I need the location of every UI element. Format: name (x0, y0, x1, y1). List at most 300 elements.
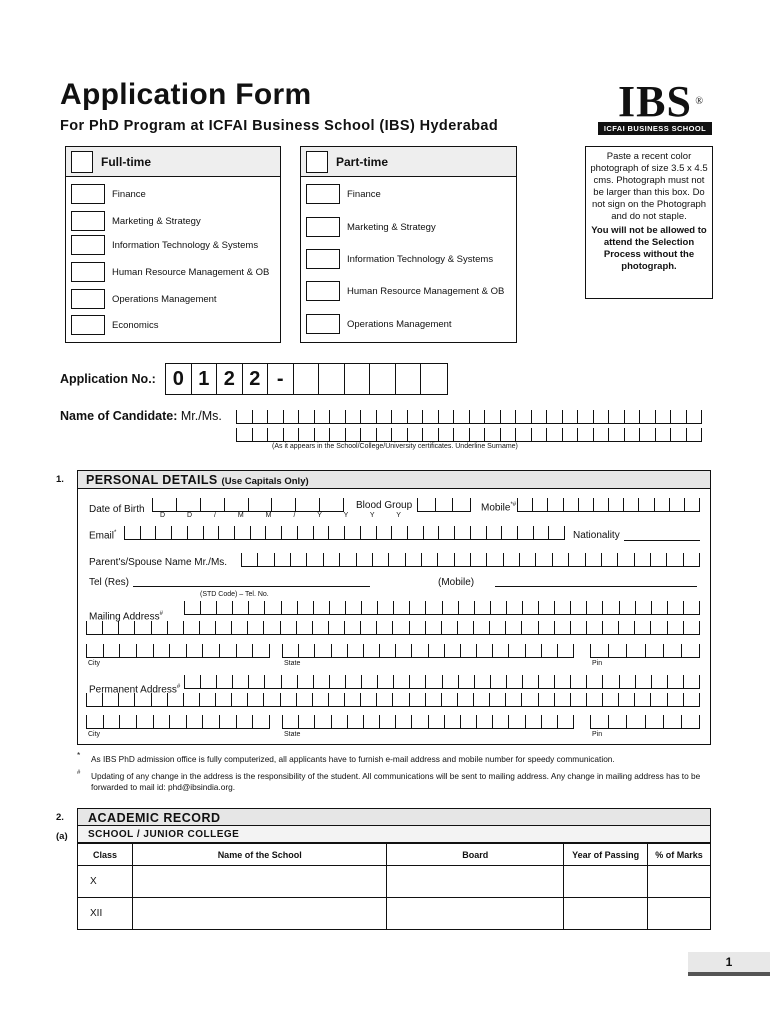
comb-cell[interactable] (265, 526, 281, 539)
comb-cell[interactable] (377, 675, 393, 688)
comb-cell[interactable] (619, 601, 635, 614)
comb-cell[interactable] (619, 675, 635, 688)
comb-cell[interactable] (663, 715, 681, 728)
comb-cell[interactable] (247, 693, 263, 706)
comb-cell[interactable] (314, 428, 330, 441)
comb-cell[interactable] (151, 621, 167, 634)
comb-cell[interactable] (460, 644, 476, 657)
comb-cell[interactable] (425, 693, 441, 706)
comb-cell[interactable] (103, 644, 120, 657)
comb-cell[interactable] (388, 553, 404, 566)
comb-cell[interactable] (683, 675, 700, 688)
comb-cell[interactable] (617, 553, 633, 566)
appno-cell[interactable]: 0 (166, 364, 192, 394)
comb-cell[interactable] (306, 553, 322, 566)
comb-cell[interactable] (453, 428, 469, 441)
comb-cell[interactable] (425, 675, 441, 688)
comb-cell[interactable] (570, 601, 586, 614)
appno-cell[interactable] (396, 364, 422, 394)
comb-cell[interactable] (86, 715, 103, 728)
comb-cell[interactable] (533, 526, 549, 539)
comb-cell[interactable] (635, 675, 651, 688)
comb-cell[interactable] (297, 526, 313, 539)
comb-cell[interactable] (344, 621, 360, 634)
comb-cell[interactable] (295, 498, 319, 511)
comb-cell[interactable] (442, 601, 458, 614)
option-checkbox[interactable] (71, 235, 105, 255)
comb-cell[interactable] (296, 693, 312, 706)
comb-cell[interactable] (224, 498, 248, 511)
comb-cell[interactable] (505, 621, 521, 634)
comb-cell[interactable] (484, 428, 500, 441)
comb-cell[interactable] (634, 621, 650, 634)
comb-cell[interactable] (453, 410, 469, 423)
comb-cell[interactable] (438, 428, 454, 441)
comb-cell[interactable] (484, 410, 500, 423)
comb-cell[interactable] (683, 553, 700, 566)
blood-group-input[interactable] (417, 498, 471, 512)
comb-cell[interactable] (578, 498, 593, 511)
comb-cell[interactable] (313, 601, 329, 614)
comb-cell[interactable] (684, 498, 700, 511)
comb-cell[interactable] (151, 693, 167, 706)
comb-cell[interactable] (546, 410, 562, 423)
comb-cell[interactable] (136, 715, 153, 728)
comb-cell[interactable] (361, 601, 377, 614)
comb-cell[interactable] (639, 410, 655, 423)
comb-cell[interactable] (441, 621, 457, 634)
comb-cell[interactable] (202, 644, 219, 657)
comb-cell[interactable] (263, 621, 279, 634)
option-checkbox[interactable] (71, 184, 105, 204)
comb-cell[interactable] (215, 621, 231, 634)
comb-cell[interactable] (134, 621, 150, 634)
comb-cell[interactable] (360, 621, 376, 634)
option-checkbox[interactable] (71, 262, 105, 282)
comb-cell[interactable] (590, 644, 608, 657)
comb-cell[interactable] (593, 410, 609, 423)
comb-cell[interactable] (554, 601, 570, 614)
comb-cell[interactable] (490, 675, 506, 688)
comb-cell[interactable] (428, 715, 444, 728)
comb-cell[interactable] (538, 675, 554, 688)
comb-cell[interactable] (280, 693, 296, 706)
comb-cell[interactable] (586, 675, 602, 688)
comb-cell[interactable] (329, 410, 345, 423)
comb-cell[interactable] (634, 693, 650, 706)
photo-box[interactable] (585, 146, 713, 299)
option-checkbox[interactable] (306, 314, 340, 334)
permanent-address-input-1[interactable] (184, 675, 700, 689)
comb-cell[interactable] (312, 693, 328, 706)
comb-cell[interactable] (422, 410, 438, 423)
comb-cell[interactable] (557, 644, 574, 657)
comb-cell[interactable] (538, 601, 554, 614)
comb-cell[interactable] (435, 498, 453, 511)
comb-cell[interactable] (438, 410, 454, 423)
mailing-address-input-2[interactable] (86, 621, 700, 635)
comb-cell[interactable] (489, 693, 505, 706)
comb-cell[interactable] (563, 498, 578, 511)
comb-cell[interactable] (568, 553, 584, 566)
comb-cell[interactable] (593, 428, 609, 441)
comb-cell[interactable] (169, 644, 186, 657)
comb-cell[interactable] (525, 715, 541, 728)
comb-cell[interactable] (645, 715, 663, 728)
comb-cell[interactable] (423, 526, 439, 539)
comb-cell[interactable] (363, 644, 379, 657)
comb-cell[interactable] (474, 601, 490, 614)
comb-cell[interactable] (267, 428, 283, 441)
comb-cell[interactable] (505, 693, 521, 706)
comb-cell[interactable] (522, 675, 538, 688)
comb-cell[interactable] (236, 644, 253, 657)
appno-cell[interactable] (370, 364, 396, 394)
comb-cell[interactable] (184, 675, 200, 688)
comb-cell[interactable] (329, 601, 345, 614)
comb-cell[interactable] (393, 601, 409, 614)
comb-cell[interactable] (409, 693, 425, 706)
comb-cell[interactable] (411, 715, 427, 728)
comb-cell[interactable] (548, 526, 565, 539)
comb-cell[interactable] (442, 675, 458, 688)
comb-cell[interactable] (297, 675, 313, 688)
parttime-option[interactable] (306, 281, 504, 301)
comb-cell[interactable] (360, 428, 376, 441)
comb-cell[interactable] (506, 675, 522, 688)
candidate-name-input-1[interactable] (236, 410, 702, 424)
comb-cell[interactable] (508, 715, 524, 728)
comb-cell[interactable] (552, 553, 568, 566)
comb-cell[interactable] (521, 621, 537, 634)
comb-cell[interactable] (134, 693, 150, 706)
comb-cell[interactable] (624, 410, 640, 423)
comb-cell[interactable] (608, 498, 623, 511)
fulltime-option[interactable] (71, 289, 217, 309)
comb-cell[interactable] (347, 715, 363, 728)
comb-cell[interactable] (281, 601, 297, 614)
option-checkbox[interactable] (71, 289, 105, 309)
comb-cell[interactable] (184, 601, 200, 614)
appno-cell[interactable]: - (268, 364, 294, 394)
comb-cell[interactable] (525, 644, 541, 657)
comb-cell[interactable] (585, 553, 601, 566)
comb-cell[interactable] (645, 644, 663, 657)
comb-cell[interactable] (651, 601, 667, 614)
comb-cell[interactable] (570, 675, 586, 688)
comb-cell[interactable] (329, 675, 345, 688)
comb-cell[interactable] (683, 693, 700, 706)
candidate-name-input-2[interactable] (236, 428, 702, 442)
comb-cell[interactable] (124, 526, 140, 539)
comb-cell[interactable] (538, 693, 554, 706)
comb-cell[interactable] (360, 410, 376, 423)
permanent-state-input[interactable] (282, 715, 574, 729)
comb-cell[interactable] (267, 410, 283, 423)
comb-cell[interactable] (686, 428, 703, 441)
comb-cell[interactable] (602, 601, 618, 614)
comb-cell[interactable] (103, 715, 120, 728)
comb-cell[interactable] (469, 410, 485, 423)
mailing-pin-input[interactable] (590, 644, 700, 658)
comb-cell[interactable] (405, 553, 421, 566)
comb-cell[interactable] (562, 428, 578, 441)
comb-cell[interactable] (200, 601, 216, 614)
comb-cell[interactable] (489, 621, 505, 634)
mobile-input[interactable] (517, 498, 700, 512)
comb-cell[interactable] (508, 644, 524, 657)
comb-cell[interactable] (654, 498, 669, 511)
comb-cell[interactable] (86, 621, 102, 634)
comb-cell[interactable] (650, 621, 666, 634)
tel-mobile-input[interactable] (495, 586, 697, 587)
comb-cell[interactable] (361, 675, 377, 688)
comb-cell[interactable] (298, 428, 314, 441)
appno-cell[interactable] (421, 364, 447, 394)
parttime-option[interactable] (306, 314, 452, 334)
school-name-cell[interactable] (132, 898, 387, 930)
comb-cell[interactable] (541, 715, 557, 728)
comb-cell[interactable] (554, 693, 570, 706)
comb-cell[interactable] (663, 644, 681, 657)
comb-cell[interactable] (515, 410, 531, 423)
comb-cell[interactable] (298, 715, 314, 728)
comb-cell[interactable] (411, 644, 427, 657)
comb-cell[interactable] (554, 621, 570, 634)
comb-cell[interactable] (501, 526, 517, 539)
comb-cell[interactable] (216, 601, 232, 614)
comb-cell[interactable] (601, 553, 617, 566)
permanent-address-input-2[interactable] (86, 693, 700, 707)
comb-cell[interactable] (297, 601, 313, 614)
comb-cell[interactable] (360, 526, 376, 539)
comb-cell[interactable] (231, 621, 247, 634)
comb-cell[interactable] (215, 693, 231, 706)
parttime-option[interactable] (306, 184, 381, 204)
comb-cell[interactable] (667, 601, 683, 614)
dob-input[interactable] (152, 498, 344, 512)
comb-cell[interactable] (686, 410, 703, 423)
comb-cell[interactable] (200, 675, 216, 688)
comb-cell[interactable] (153, 715, 170, 728)
permanent-pin-input[interactable] (590, 715, 700, 729)
mailing-city-input[interactable] (86, 644, 270, 658)
comb-cell[interactable] (683, 601, 700, 614)
comb-cell[interactable] (454, 553, 470, 566)
comb-cell[interactable] (216, 675, 232, 688)
comb-cell[interactable] (422, 428, 438, 441)
option-checkbox[interactable] (306, 281, 340, 301)
option-checkbox[interactable] (306, 184, 340, 204)
comb-cell[interactable] (167, 621, 183, 634)
comb-cell[interactable] (183, 621, 199, 634)
comb-cell[interactable] (290, 553, 306, 566)
comb-cell[interactable] (231, 693, 247, 706)
comb-cell[interactable] (391, 526, 407, 539)
comb-cell[interactable] (639, 428, 655, 441)
comb-cell[interactable] (118, 693, 134, 706)
school-name-cell[interactable] (132, 866, 387, 898)
comb-cell[interactable] (608, 644, 626, 657)
appno-cell[interactable] (345, 364, 371, 394)
comb-cell[interactable] (460, 715, 476, 728)
comb-cell[interactable] (586, 601, 602, 614)
comb-cell[interactable] (323, 553, 339, 566)
comb-cell[interactable] (492, 644, 508, 657)
comb-cell[interactable] (437, 553, 453, 566)
comb-cell[interactable] (345, 410, 361, 423)
comb-cell[interactable] (86, 644, 103, 657)
comb-cell[interactable] (602, 693, 618, 706)
comb-cell[interactable] (232, 601, 248, 614)
comb-cell[interactable] (392, 621, 408, 634)
comb-cell[interactable] (283, 410, 299, 423)
fulltime-option[interactable] (71, 315, 158, 335)
comb-cell[interactable] (409, 601, 425, 614)
comb-cell[interactable] (155, 526, 171, 539)
comb-cell[interactable] (586, 693, 602, 706)
comb-cell[interactable] (441, 693, 457, 706)
comb-cell[interactable] (360, 693, 376, 706)
comb-cell[interactable] (608, 428, 624, 441)
fulltime-option[interactable] (71, 211, 201, 231)
comb-cell[interactable] (363, 715, 379, 728)
comb-cell[interactable] (634, 553, 650, 566)
comb-cell[interactable] (183, 693, 199, 706)
comb-cell[interactable] (546, 428, 562, 441)
comb-cell[interactable] (264, 601, 280, 614)
comb-cell[interactable] (232, 675, 248, 688)
appno-cell[interactable]: 1 (192, 364, 218, 394)
comb-cell[interactable] (283, 428, 299, 441)
comb-cell[interactable] (218, 526, 234, 539)
comb-cell[interactable] (280, 621, 296, 634)
comb-cell[interactable] (329, 428, 345, 441)
comb-cell[interactable] (444, 715, 460, 728)
comb-cell[interactable] (119, 644, 136, 657)
option-checkbox[interactable] (71, 315, 105, 335)
comb-cell[interactable] (570, 621, 586, 634)
comb-cell[interactable] (248, 675, 264, 688)
comb-cell[interactable] (199, 693, 215, 706)
comb-cell[interactable] (476, 644, 492, 657)
comb-cell[interactable] (219, 644, 236, 657)
comb-cell[interactable] (554, 675, 570, 688)
comb-cell[interactable] (538, 621, 554, 634)
comb-cell[interactable] (532, 498, 547, 511)
comb-cell[interactable] (473, 693, 489, 706)
comb-cell[interactable] (454, 526, 470, 539)
comb-cell[interactable] (313, 526, 329, 539)
fulltime-option[interactable] (71, 262, 269, 282)
comb-cell[interactable] (602, 675, 618, 688)
comb-cell[interactable] (457, 621, 473, 634)
comb-cell[interactable] (393, 675, 409, 688)
comb-cell[interactable] (199, 621, 215, 634)
comb-cell[interactable] (407, 410, 423, 423)
comb-cell[interactable] (202, 715, 219, 728)
comb-cell[interactable] (425, 621, 441, 634)
comb-cell[interactable] (118, 621, 134, 634)
comb-cell[interactable] (492, 715, 508, 728)
comb-cell[interactable] (500, 428, 516, 441)
comb-cell[interactable] (470, 526, 486, 539)
nationality-input[interactable] (624, 540, 700, 541)
comb-cell[interactable] (602, 621, 618, 634)
comb-cell[interactable] (86, 693, 102, 706)
comb-cell[interactable] (670, 410, 686, 423)
parttime-option[interactable] (306, 249, 493, 269)
option-checkbox[interactable] (306, 217, 340, 237)
comb-cell[interactable] (618, 621, 634, 634)
comb-cell[interactable] (577, 410, 593, 423)
board-cell[interactable] (387, 898, 564, 930)
comb-cell[interactable] (667, 621, 683, 634)
comb-cell[interactable] (521, 693, 537, 706)
comb-cell[interactable] (203, 526, 219, 539)
permanent-city-input[interactable] (86, 715, 270, 729)
comb-cell[interactable] (153, 644, 170, 657)
comb-cell[interactable] (102, 621, 118, 634)
comb-cell[interactable] (187, 526, 203, 539)
comb-cell[interactable] (562, 410, 578, 423)
year-cell[interactable] (564, 866, 648, 898)
comb-cell[interactable] (252, 644, 270, 657)
comb-cell[interactable] (547, 498, 562, 511)
comb-cell[interactable] (241, 553, 257, 566)
comb-cell[interactable] (655, 428, 671, 441)
comb-cell[interactable] (248, 601, 264, 614)
comb-cell[interactable] (171, 526, 187, 539)
comb-cell[interactable] (458, 601, 474, 614)
comb-cell[interactable] (331, 644, 347, 657)
comb-cell[interactable] (593, 498, 608, 511)
board-cell[interactable] (387, 866, 564, 898)
comb-cell[interactable] (635, 601, 651, 614)
fulltime-option[interactable] (71, 235, 258, 255)
comb-cell[interactable] (119, 715, 136, 728)
comb-cell[interactable] (344, 526, 360, 539)
comb-cell[interactable] (328, 621, 344, 634)
parent-name-input[interactable] (241, 553, 700, 567)
comb-cell[interactable] (313, 675, 329, 688)
comb-cell[interactable] (557, 715, 574, 728)
comb-cell[interactable] (200, 498, 224, 511)
comb-cell[interactable] (281, 526, 297, 539)
comb-cell[interactable] (319, 498, 344, 511)
comb-cell[interactable] (298, 410, 314, 423)
comb-cell[interactable] (469, 428, 485, 441)
comb-cell[interactable] (428, 644, 444, 657)
comb-cell[interactable] (667, 693, 683, 706)
comb-cell[interactable] (486, 553, 502, 566)
comb-cell[interactable] (298, 644, 314, 657)
comb-cell[interactable] (257, 553, 273, 566)
comb-cell[interactable] (486, 526, 502, 539)
comb-cell[interactable] (626, 644, 644, 657)
comb-cell[interactable] (409, 675, 425, 688)
appno-cell[interactable]: 2 (243, 364, 269, 394)
comb-cell[interactable] (102, 693, 118, 706)
comb-cell[interactable] (519, 553, 535, 566)
comb-cell[interactable] (339, 553, 355, 566)
appno-cell[interactable]: 2 (217, 364, 243, 394)
comb-cell[interactable] (345, 675, 361, 688)
comb-cell[interactable] (252, 428, 268, 441)
comb-cell[interactable] (377, 601, 393, 614)
year-cell[interactable] (564, 898, 648, 930)
comb-cell[interactable] (409, 621, 425, 634)
